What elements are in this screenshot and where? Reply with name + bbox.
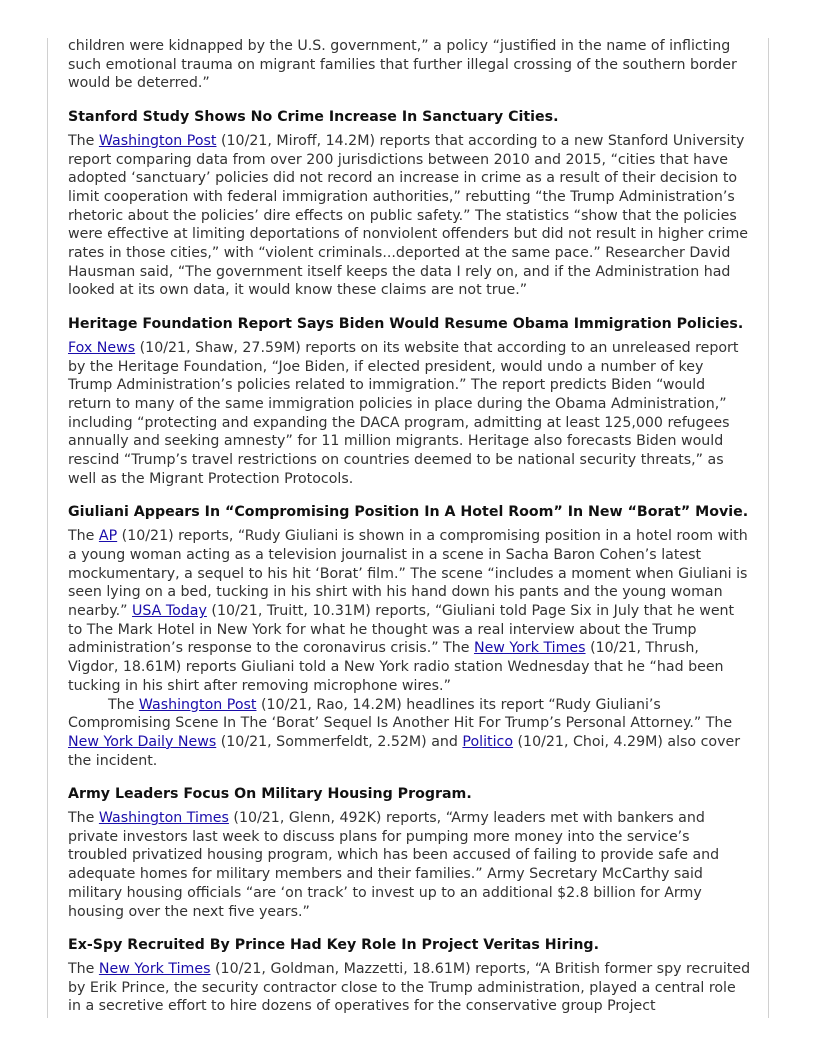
headline-stanford-study: Stanford Study Shows No Crime Increase In Sanctuary Cities.	[68, 109, 559, 126]
document-body	[68, 37, 752, 1016]
article-paragraph	[68, 809, 752, 921]
intro-paragraph: children were kidnapped by the U.S. government,” a policy “justified in the name of inflicting such emotional trauma on migrant families that further illegal crossing of the southern border would be deterred.”	[68, 38, 737, 92]
article-paragraph-indented	[68, 696, 752, 771]
headline-heritage-foundation: Heritage Foundation Report Says Biden Would Resume Obama Immigration Policies.	[68, 316, 744, 333]
article-paragraph	[68, 339, 752, 489]
source-link-usa-today[interactable]: USA Today	[132, 602, 207, 619]
text-span: (10/21, Glenn, 492K) reports, “Army leaders met with bankers and private investors last week to discuss plans for pumping more money into the service’s troubled privatized housing program, which has been accused of failing to provide safe and adequate homes for military members and their families.” Army Secretary McCarthy said military housing officials “are ‘on track’ to invest up to an additional $2.8 billion for Army housing over the next five years.”	[68, 810, 720, 920]
text-span: (10/21, Choi, 4.29M) also cover the incident.	[68, 733, 741, 769]
source-link-new-york-times[interactable]: New York Times	[98, 960, 211, 977]
left-margin-rule	[47, 38, 48, 1018]
text-span: The	[68, 528, 99, 545]
text-span: (10/21, Truitt, 10.31M) reports, “Giuliani told Page Six in July that he went to The Mark Hotel in New York for what he thought was a real interview about the Trump administration’s response to the coronavirus crisis.” The	[68, 602, 735, 657]
source-link-new-york-times[interactable]: New York Times	[473, 640, 586, 657]
text-span: (10/21, Thrush, Vigdor, 18.61M) reports Giuliani told a New York radio station Wednesday that he “had been tucking in his shirt after removing microphone wires.”	[68, 640, 724, 694]
text-span: (10/21, Sommerfeldt, 2.52M) and	[216, 733, 463, 750]
article-paragraph	[68, 527, 752, 695]
headline-army-housing: Army Leaders Focus On Military Housing Program.	[68, 786, 472, 803]
text-span: The	[68, 132, 99, 149]
source-link-washington-post[interactable]: Washington Post	[138, 696, 257, 713]
source-link-washington-times[interactable]: Washington Times	[98, 810, 229, 827]
text-span: (10/21) reports, “Rudy Giuliani is shown in a compromising position in a hotel room with a young woman acting as a television journalist in a scene in Sacha Baron Cohen’s latest mockumentary, a sequel to his hit ‘Borat’ film.” The scene “includes a moment when Giuliani is seen lying on a bed, tucking in his shirt with his hand down his pants and the young woman nearby.”	[68, 528, 748, 619]
source-link-washington-post[interactable]: Washington Post	[98, 132, 217, 149]
headline-giuliani-borat: Giuliani Appears In “Compromising Position In A Hotel Room” In New “Borat” Movie.	[68, 504, 749, 521]
right-margin-rule	[768, 38, 769, 1018]
text-span: (10/21, Shaw, 27.59M) reports on its website that according to an unreleased report by the Heritage Foundation, “Joe Biden, if elected president, would undo a number of key Trump Administration’s policies related to immigration.” The report predicts Biden “would return to many of the same immigration policies in place during the Obama Administration,” including “protecting and expanding the DACA program, admitting at least 125,000 refugees annually and seeking amnesty” for 11 million migrants. Heritage also forecasts Biden would rescind “Trump’s travel restrictions on countries deemed to be national security threats,” as well as the Migrant Protection Protocols.	[68, 339, 739, 487]
text-span: (10/21, Goldman, Mazzetti, 18.61M) reports, “A British former spy recruited by Erik Prince, the security contractor close to the Trump administration, played a central role in a secretive effort to hire dozens of operatives for the conservative group Project	[68, 960, 751, 1015]
text-span: (10/21, Miroff, 14.2M) reports that according to a new Stanford University report comparing data from over 200 jurisdictions between 2010 and 2015, “cities that have adopted ‘sanctuary’ policies did not record an increase in crime as a result of their decision to limit cooperation with federal immigration authorities,” rebutting “the Trump Administration’s rhetoric about the policies’ dire effects on public safety.” The statistics “show that the policies were effective at limiting deportations of nonviolent offenders but did not result in higher crime rates in those cities,” with “violent criminals...deported at the same pace.” Researcher David Hausman said, “The government itself keeps the data I rely on, and if the Administration had looked at its own data, it would know these claims are not true.”	[68, 132, 749, 299]
source-link-new-york-daily-news[interactable]: New York Daily News	[68, 733, 217, 750]
source-link-politico[interactable]: Politico	[462, 733, 514, 750]
article-paragraph	[68, 960, 752, 1016]
source-link-fox-news[interactable]: Fox News	[68, 339, 136, 356]
text-span: The	[68, 960, 99, 977]
text-span: The	[108, 696, 139, 713]
text-span: The	[68, 810, 99, 827]
text-span: (10/21, Rao, 14.2M) headlines its report “Rudy Giuliani’s Compromising Scene In The ‘Borat’ Sequel Is Another Hit For Trump’s Personal Attorney.” The	[68, 696, 733, 732]
headline-ex-spy-project-veritas: Ex-Spy Recruited By Prince Had Key Role In Project Veritas Hiring.	[68, 937, 599, 954]
article-paragraph	[68, 132, 752, 300]
source-link-ap[interactable]: AP	[98, 528, 118, 545]
